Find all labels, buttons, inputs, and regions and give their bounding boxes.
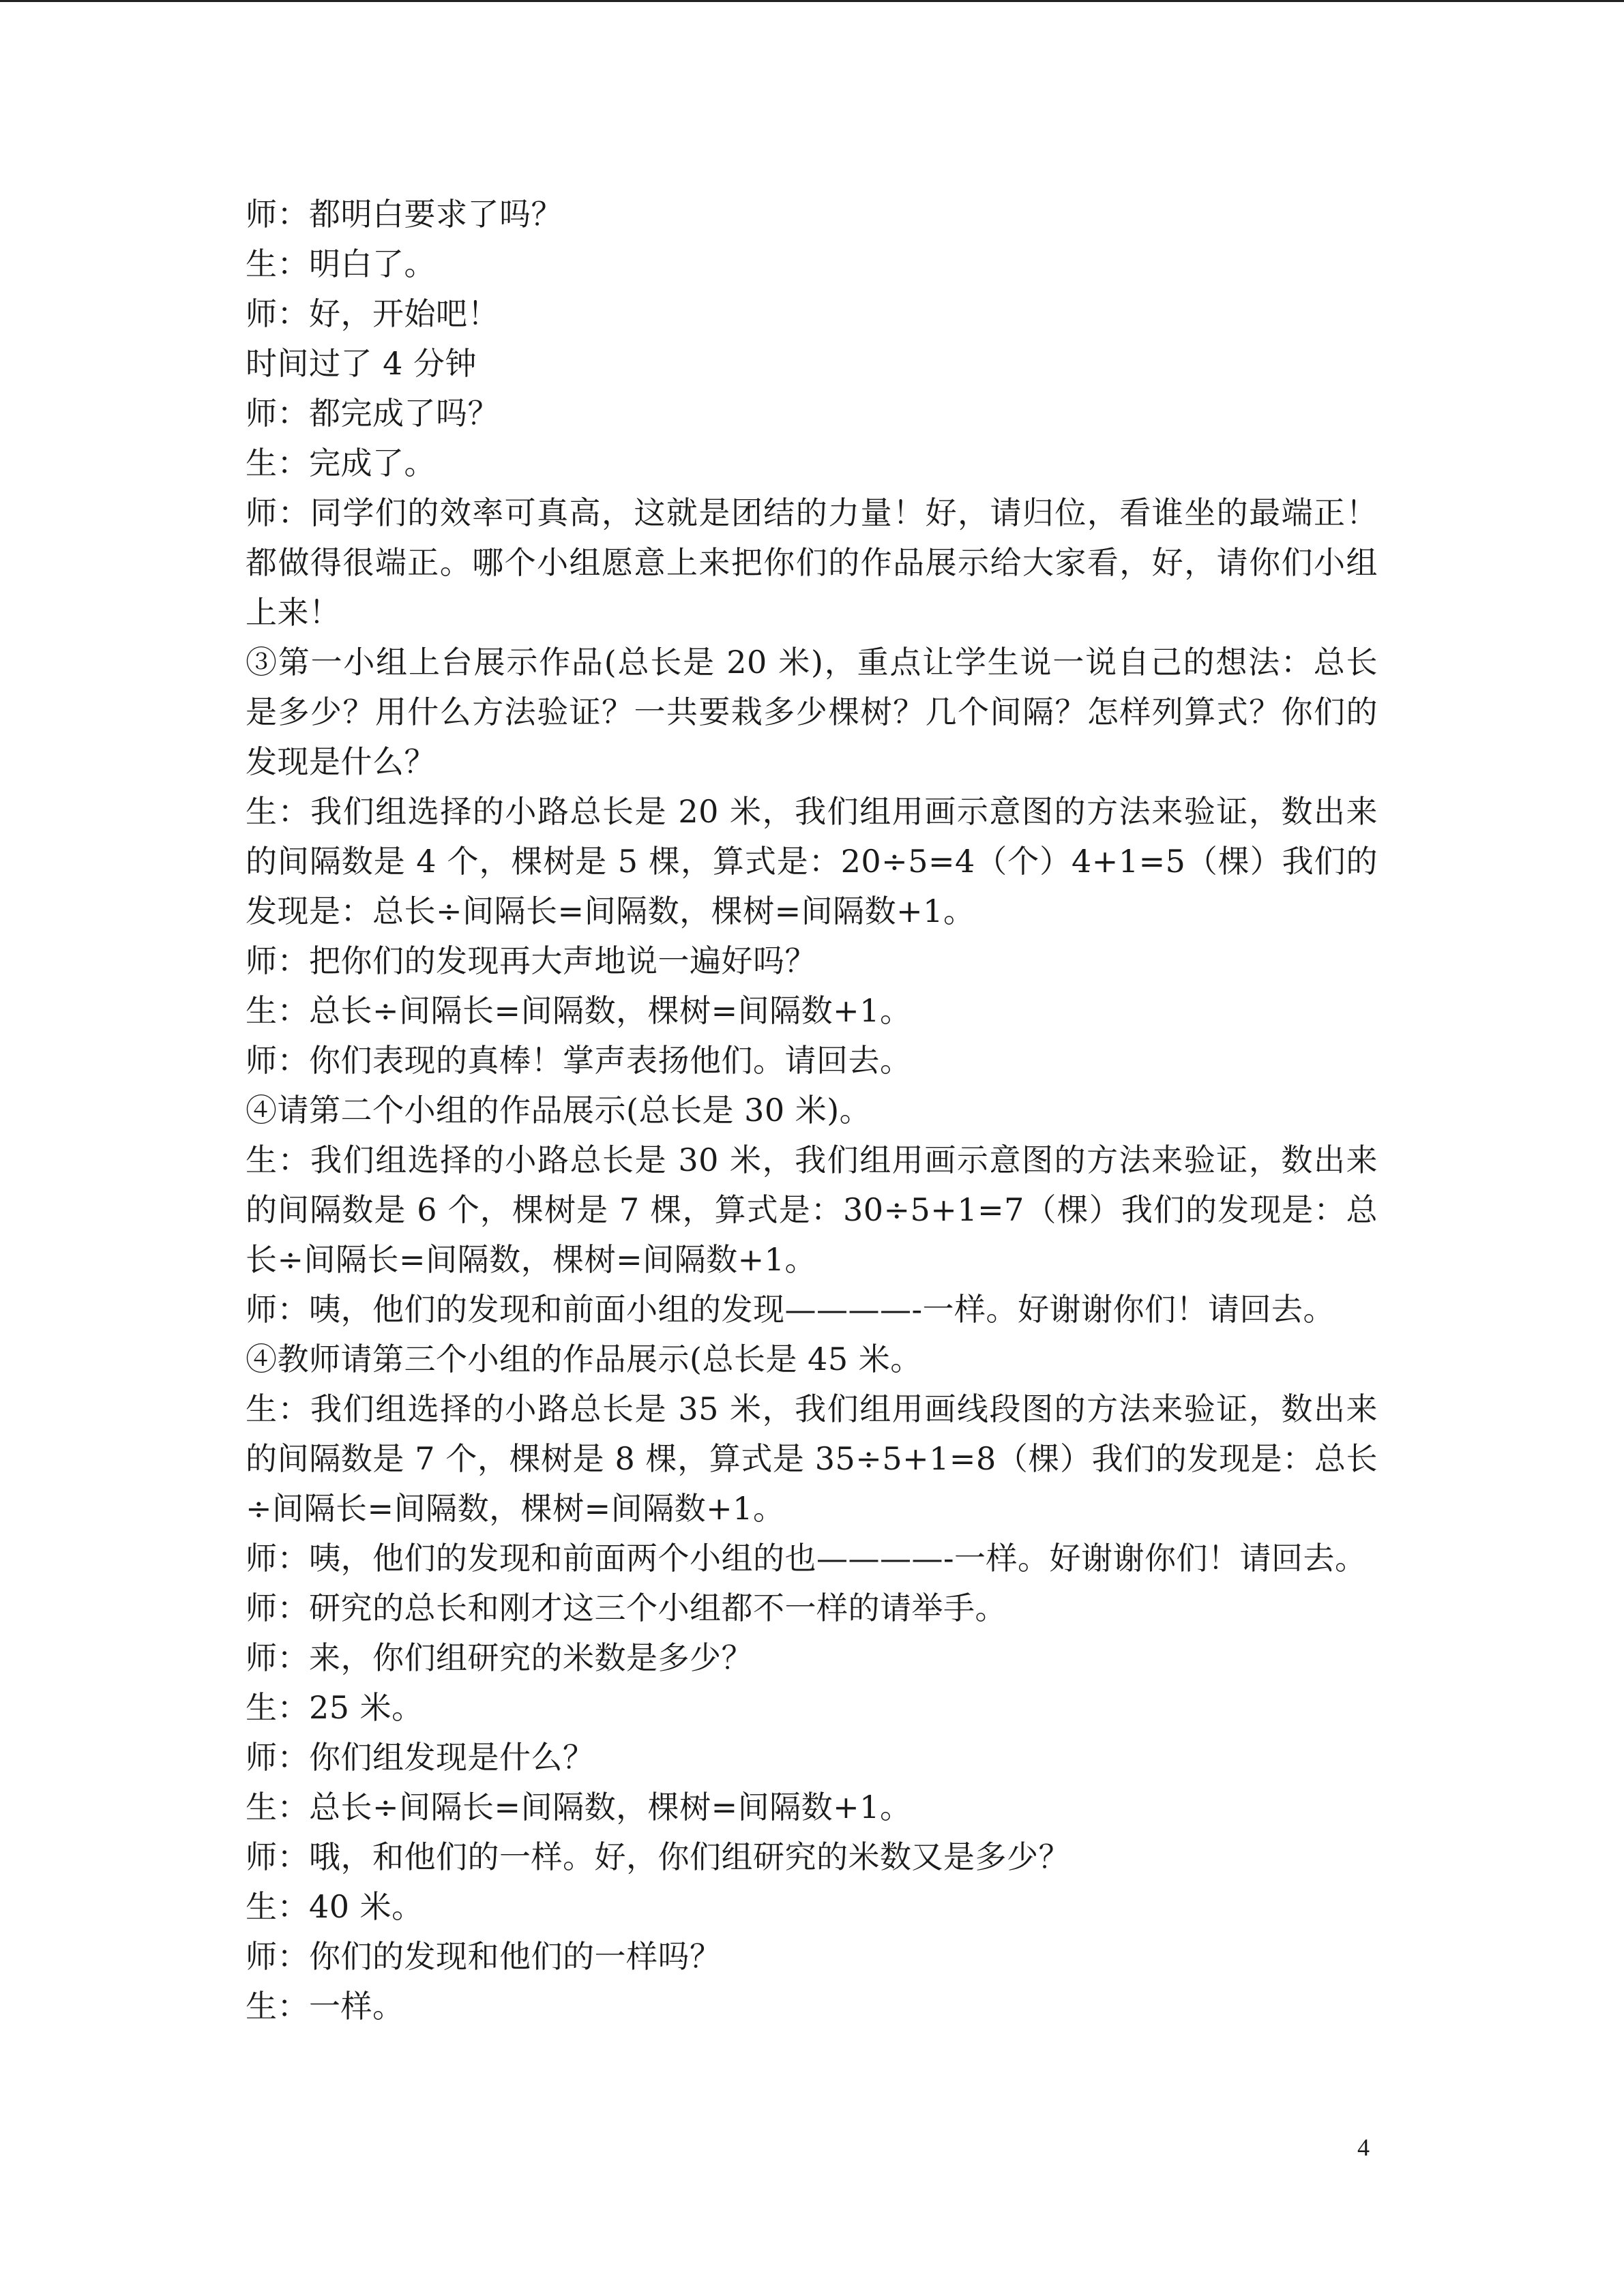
dialogue-line: 师：你们表现的真棒！掌声表扬他们。请回去。 [246, 1042, 912, 1079]
step-paragraph: ④教师请第三个小组的作品展示(总长是 45 米。 [246, 1341, 922, 1377]
dialogue-line: 生：我们组选择的小路总长是 30 米，我们组用画示意图的方法来验证，数出来的间隔数是 6 个，棵树是 7 棵，算式是：30÷5+1=7（棵）我们的发现是：总长÷间隔长=间隔数，棵树=间隔数+1。 [246, 1142, 1378, 1278]
dialogue-line: 生：总长÷间隔长=间隔数，棵树=间隔数+1。 [246, 1789, 912, 1825]
dialogue-line: 生：明白了。 [246, 245, 436, 282]
dialogue-line: 师：都完成了吗？ [246, 395, 499, 432]
dialogue-line: 师：你们的发现和他们的一样吗？ [246, 1938, 722, 1975]
top-border-line [0, 0, 1624, 2]
dialogue-line: 生：25 米。 [246, 1689, 424, 1726]
dialogue-line: 生：我们组选择的小路总长是 35 米，我们组用画线段图的方法来验证，数出来的间隔数是 7 个，棵树是 8 棵，算式是 35÷5+1=8（棵）我们的发现是：总长÷间隔长=间隔数，棵树=间隔数+1。 [246, 1390, 1378, 1527]
narration-line: 时间过了 4 分钟 [246, 345, 477, 382]
step-paragraph: ④请第二个小组的作品展示(总长是 30 米)。 [246, 1092, 872, 1129]
dialogue-line: 生：我们组选择的小路总长是 20 米，我们组用画示意图的方法来验证，数出来的间隔数是 4 个，棵树是 5 棵，算式是：20÷5=4（个）4+1=5（棵）我们的发现是：总长÷间隔长=间隔数，棵树=间隔数+1。 [246, 793, 1378, 929]
dialogue-line: 生：一样。 [246, 1988, 404, 2025]
dialogue-line: 师：都明白要求了吗？ [246, 196, 563, 233]
dialogue-line: 生：40 米。 [246, 1888, 424, 1925]
dialogue-line: 生：总长÷间隔长=间隔数，棵树=间隔数+1。 [246, 992, 912, 1029]
dialogue-line: 师：同学们的效率可真高，这就是团结的力量！好，请归位，看谁坐的最端正！都做得很端正。哪个小组愿意上来把你们的作品展示给大家看，好，请你们小组上来！ [246, 494, 1378, 631]
dialogue-line: 师：咦，他们的发现和前面小组的发现————-一样。好谢谢你们！请回去。 [246, 1291, 1335, 1328]
dialogue-line: 师：好，开始吧！ [246, 295, 499, 332]
dialogue-line: 师：咦，他们的发现和前面两个小组的也————-一样。好谢谢你们！请回去。 [246, 1540, 1367, 1577]
dialogue-line: 师：来，你们组研究的米数是多少？ [246, 1639, 753, 1676]
dialogue-line: 师：你们组发现是什么？ [246, 1739, 595, 1776]
dialogue-line: 师：把你们的发现再大声地说一遍好吗？ [246, 942, 816, 979]
step-paragraph: ③第一小组上台展示作品(总长是 20 米)，重点让学生说一说自己的想法：总长是多少？用什么方法验证？一共要栽多少棵树？几个间隔？怎样列算式？你们的发现是什么？ [246, 644, 1378, 780]
dialogue-line: 师：哦，和他们的一样。好，你们组研究的米数又是多少？ [246, 1838, 1070, 1875]
page-number: 4 [1357, 2134, 1370, 2161]
dialogue-line: 生：完成了。 [246, 445, 436, 481]
dialogue-line: 师：研究的总长和刚才这三个小组都不一样的请举手。 [246, 1590, 1007, 1626]
document-body [246, 190, 1378, 2031]
